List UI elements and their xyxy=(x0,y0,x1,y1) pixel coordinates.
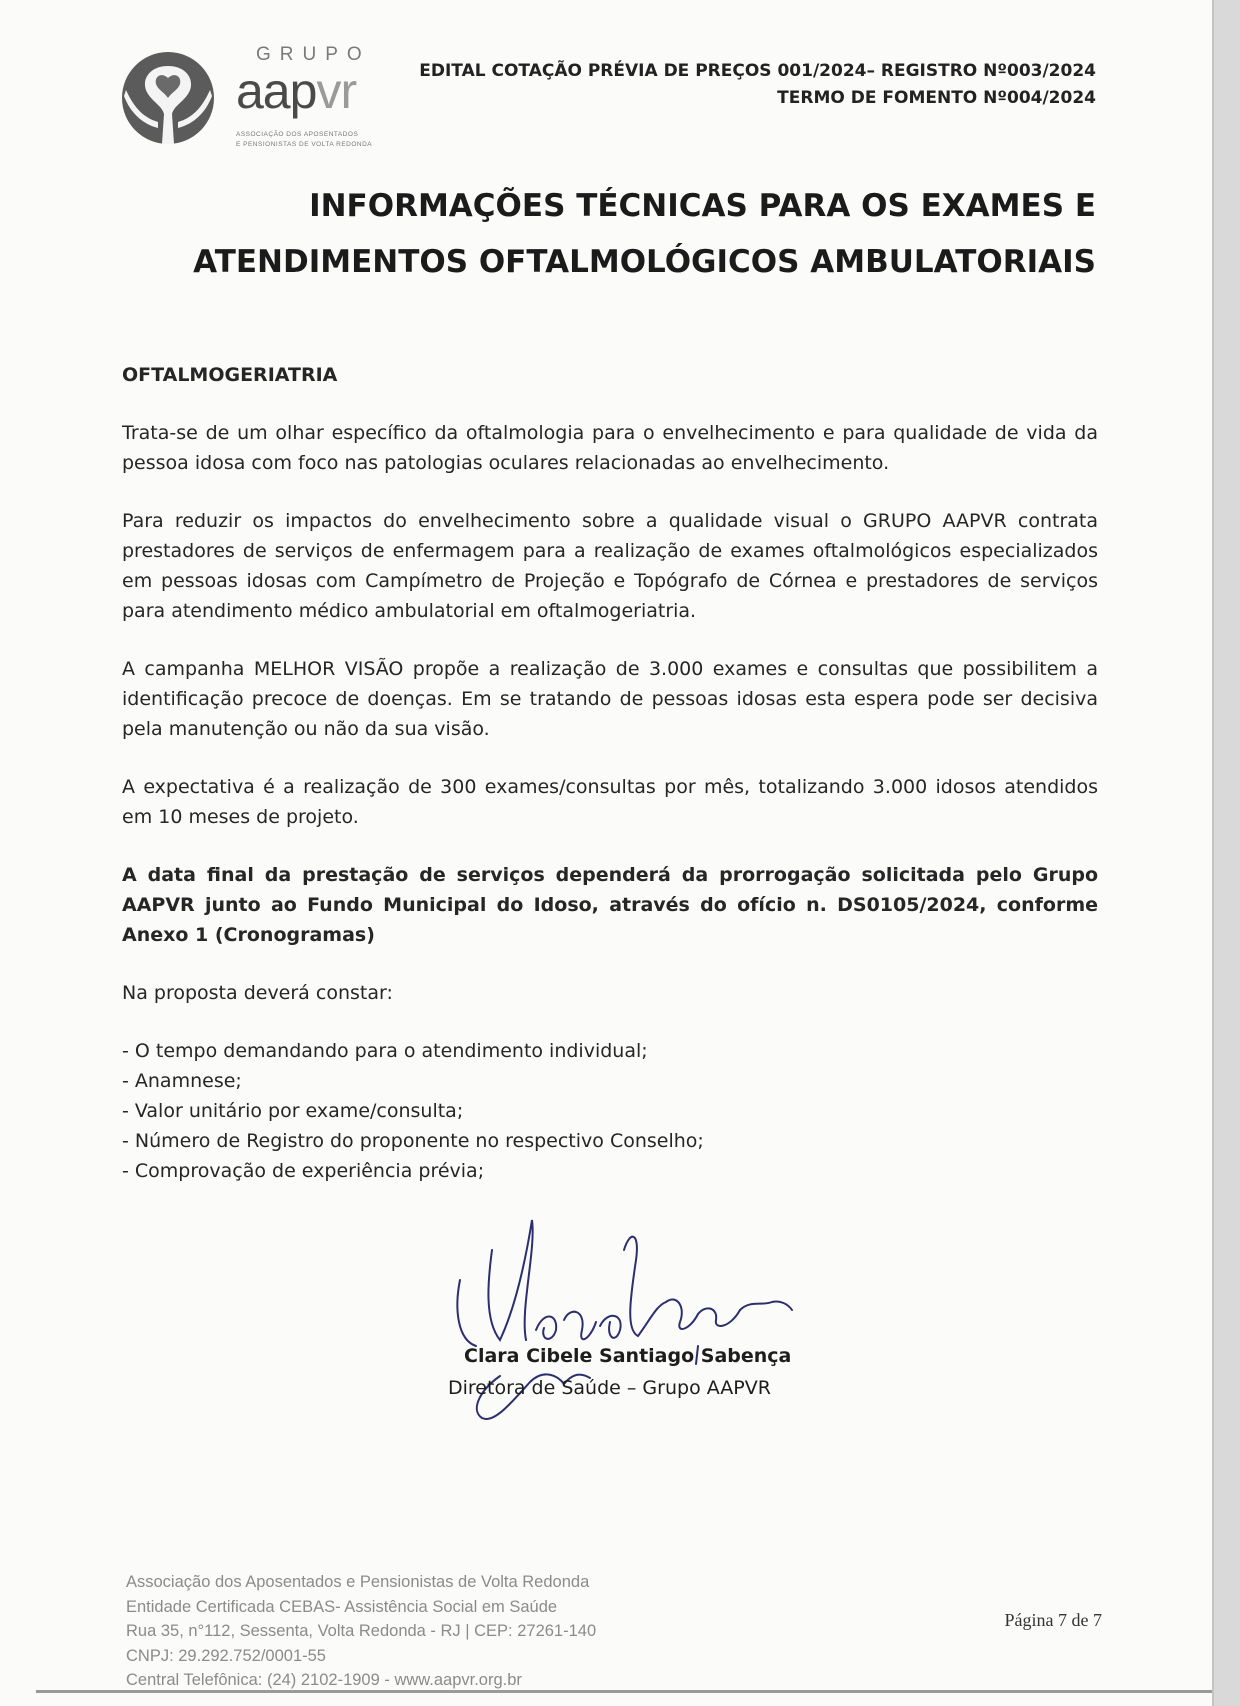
page-title xyxy=(120,178,1096,290)
bold-notice-paragraph: A data final da prestação de serviços dependerá da prorrogação solicitada pelo Grupo AAPVR junto ao Fundo Municipal do Idoso, através do ofício n. DS0105/2024, conforme Anexo 1 (Cronogramas) xyxy=(122,864,1098,946)
logo-assoc-text xyxy=(236,130,436,150)
logo-assoc-line1: ASSOCIAÇÃO DOS APOSENTADOS xyxy=(236,131,359,138)
list-item: - O tempo demandando para o atendimento individual; xyxy=(122,1040,648,1062)
proposal-intro: Na proposta deverá constar: xyxy=(122,982,393,1004)
footer-line-4: CNPJ: 29.292.752/0001-55 xyxy=(126,1646,326,1665)
proposal-requirements-list xyxy=(122,1036,1098,1186)
list-item: - Comprovação de experiência prévia; xyxy=(122,1160,485,1182)
logo-brand-text xyxy=(236,62,356,120)
list-item: - Número de Registro do proponente no respectivo Conselho; xyxy=(122,1130,704,1152)
section-heading: OFTALMOGERIATRIA xyxy=(122,364,338,386)
list-item: - Valor unitário por exame/consulta; xyxy=(122,1100,464,1122)
title-line-1: INFORMAÇÕES TÉCNICAS PARA OS EXAMES E xyxy=(309,188,1096,224)
paragraph-4: A expectativa é a realização de 300 exames/consultas por mês, totalizando 3.000 idosos atendidos em 10 meses de projeto. xyxy=(122,776,1098,828)
footer-line-5: Central Telefônica: (24) 2102-1909 - www.aapvr.org.br xyxy=(126,1671,522,1689)
signatory-role: Diretora de Saúde – Grupo AAPVR xyxy=(448,1377,771,1399)
logo-brand-accent: vr xyxy=(316,63,357,119)
paragraph-2: Para reduzir os impactos do envelhecimento sobre a qualidade visual o GRUPO AAPVR contrata prestadores de serviços de enfermagem para a realização de exames oftalmológicos especializados em pessoas idosas com Campímetro de Projeção e Topógrafo de Córnea e prestadores de serviços para atendimento médico ambulatorial em oftalmogeriatria. xyxy=(122,510,1098,622)
edital-header xyxy=(419,58,1096,112)
handwritten-signature-icon xyxy=(440,1210,820,1440)
title-line-2: ATENDIMENTOS OFTALMOLÓGICOS AMBULATORIAIS xyxy=(193,244,1096,280)
logo-brand-main: aap xyxy=(236,63,317,119)
aapvr-logo xyxy=(118,42,398,152)
list-item: - Anamnese; xyxy=(122,1070,242,1092)
document-body xyxy=(122,360,1098,1186)
page-number: Página 7 de 7 xyxy=(1004,1610,1102,1630)
bottom-divider xyxy=(36,1690,1212,1693)
footer-line-3: Rua 35, n°112, Sessenta, Volta Redonda - RJ | CEP: 27261-140 xyxy=(126,1622,597,1640)
footer-address xyxy=(126,1570,596,1693)
aapvr-emblem-icon xyxy=(118,48,228,148)
signature-block xyxy=(440,1210,820,1440)
edital-line-2: TERMO DE FOMENTO Nº004/2024 xyxy=(777,88,1096,108)
footer-line-2: Entidade Certificada CEBAS- Assistência Social em Saúde xyxy=(126,1597,558,1616)
logo-assoc-line2: E PENSIONISTAS DE VOLTA REDONDA xyxy=(236,141,373,148)
footer-line-1: Associação dos Aposentados e Pensionistas de Volta Redonda xyxy=(126,1573,590,1591)
logo-grupo-text: GRUPO xyxy=(256,44,371,65)
paragraph-1: Trata-se de um olhar específico da oftalmologia para o envelhecimento e para qualidade de vida da pessoa idosa com foco nas patologias oculares relacionadas ao envelhecimento. xyxy=(122,422,1098,474)
signatory-name: Clara Cibele Santiago Sabença xyxy=(464,1345,792,1367)
edital-line-1: EDITAL COTAÇÃO PRÉVIA DE PREÇOS 001/2024– REGISTRO Nº003/2024 xyxy=(419,61,1096,81)
paragraph-3: A campanha MELHOR VISÃO propõe a realização de 3.000 exames e consultas que possibilitem a identificação precoce de doenças. Em se tratando de pessoas idosas esta espera pode ser decisiva pela manutenção ou não da sua visão. xyxy=(122,658,1098,740)
